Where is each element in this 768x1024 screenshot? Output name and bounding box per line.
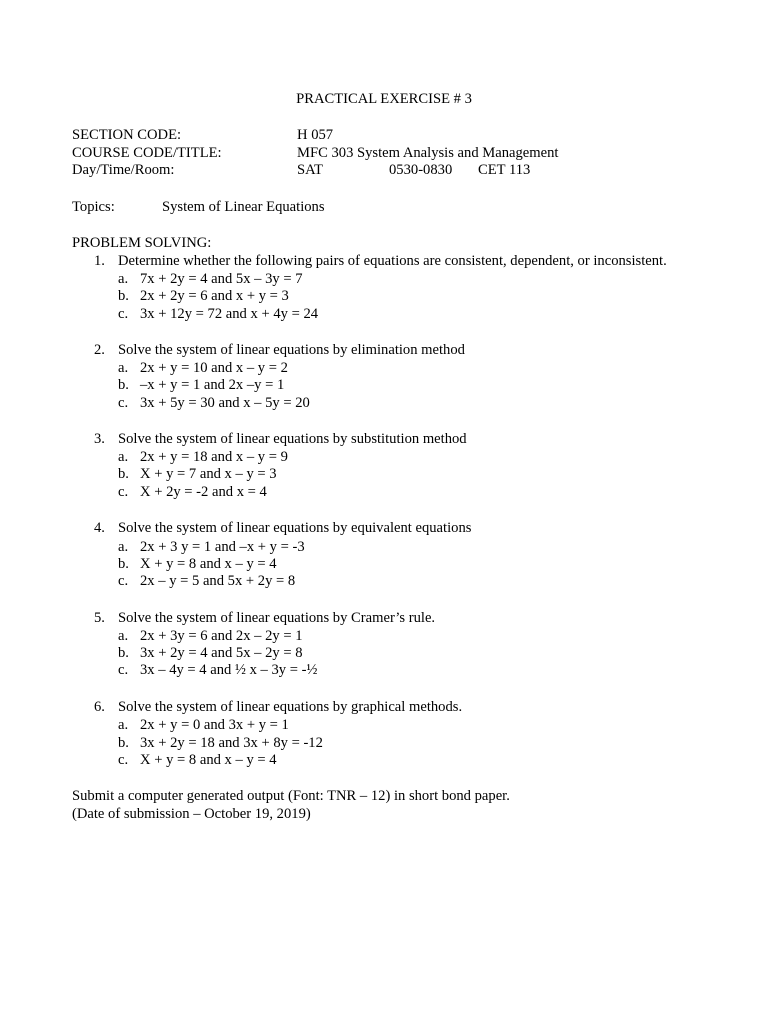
item-letter: a. xyxy=(118,449,129,465)
item-equation: 2x + y = 0 and 3x + y = 1 xyxy=(140,717,289,733)
section-code-value: H 057 xyxy=(297,127,334,143)
item-equation: X + y = 7 and x – y = 3 xyxy=(140,466,277,482)
item-equation: 3x + 2y = 18 and 3x + 8y = -12 xyxy=(140,735,323,751)
item-letter: b. xyxy=(118,377,129,393)
item-letter: b. xyxy=(118,556,129,572)
schedule-time: 0530-0830 xyxy=(389,162,453,178)
item-letter: c. xyxy=(118,306,129,322)
problem-text: Determine whether the following pairs of equations are consistent, dependent, or inconsistent. xyxy=(118,253,667,269)
course-code-value: MFC 303 System Analysis and Management xyxy=(297,145,559,161)
item-equation: –x + y = 1 and 2x –y = 1 xyxy=(140,377,285,393)
item-letter: a. xyxy=(118,539,129,555)
item-letter: a. xyxy=(118,271,129,287)
item-letter: c. xyxy=(118,662,129,678)
submission-instructions: Submit a computer generated output (Font: TNR – 12) in short bond paper. xyxy=(72,788,510,804)
item-equation: 3x + 5y = 30 and x – 5y = 20 xyxy=(140,395,310,411)
problem-text: Solve the system of linear equations by elimination method xyxy=(118,342,465,358)
item-letter: c. xyxy=(118,484,129,500)
problem-number: 1. xyxy=(94,253,105,269)
item-equation: 2x + 3 y = 1 and –x + y = -3 xyxy=(140,539,305,555)
item-letter: c. xyxy=(118,752,129,768)
course-code-label: COURSE CODE/TITLE: xyxy=(72,145,222,161)
problem-number: 6. xyxy=(94,699,105,715)
item-letter: a. xyxy=(118,628,129,644)
item-letter: b. xyxy=(118,288,129,304)
problem-solving-heading: PROBLEM SOLVING: xyxy=(72,235,212,251)
problem-text: Solve the system of linear equations by substitution method xyxy=(118,431,467,447)
problem-number: 3. xyxy=(94,431,105,447)
item-equation: 3x + 12y = 72 and x + 4y = 24 xyxy=(140,306,319,322)
item-letter: c. xyxy=(118,395,129,411)
problem-text: Solve the system of linear equations by graphical methods. xyxy=(118,699,463,715)
item-letter: b. xyxy=(118,466,129,482)
item-equation: 2x – y = 5 and 5x + 2y = 8 xyxy=(140,573,296,589)
item-letter: a. xyxy=(118,360,129,376)
item-equation: 3x + 2y = 4 and 5x – 2y = 8 xyxy=(140,645,303,661)
problem-number: 4. xyxy=(94,520,105,536)
item-equation: 2x + y = 18 and x – y = 9 xyxy=(140,449,288,465)
item-equation: 2x + 3y = 6 and 2x – 2y = 1 xyxy=(140,628,303,644)
item-equation: X + y = 8 and x – y = 4 xyxy=(140,752,277,768)
topics-value: System of Linear Equations xyxy=(162,199,325,215)
schedule-label: Day/Time/Room: xyxy=(72,162,175,178)
item-equation: X + 2y = -2 and x = 4 xyxy=(140,484,267,500)
problem-text: Solve the system of linear equations by equivalent equations xyxy=(118,520,472,536)
problem-text: Solve the system of linear equations by Cramer’s rule. xyxy=(118,610,436,626)
item-equation: 2x + 2y = 6 and x + y = 3 xyxy=(140,288,289,304)
item-equation: 7x + 2y = 4 and 5x – 3y = 7 xyxy=(140,271,303,287)
item-letter: a. xyxy=(118,717,129,733)
item-equation: 2x + y = 10 and x – y = 2 xyxy=(140,360,288,376)
page-title: PRACTICAL EXERCISE # 3 xyxy=(296,91,472,107)
item-letter: c. xyxy=(118,573,129,589)
item-letter: b. xyxy=(118,645,129,661)
item-equation: 3x – 4y = 4 and ½ x – 3y = -½ xyxy=(140,662,318,678)
problem-number: 2. xyxy=(94,342,105,358)
schedule-room: CET 113 xyxy=(478,162,531,178)
item-letter: b. xyxy=(118,735,129,751)
problem-number: 5. xyxy=(94,610,105,626)
item-equation: X + y = 8 and x – y = 4 xyxy=(140,556,277,572)
submission-date: (Date of submission – October 19, 2019) xyxy=(72,806,311,822)
section-code-label: SECTION CODE: xyxy=(72,127,182,143)
topics-label: Topics: xyxy=(72,199,115,215)
schedule-day: SAT xyxy=(297,162,323,178)
